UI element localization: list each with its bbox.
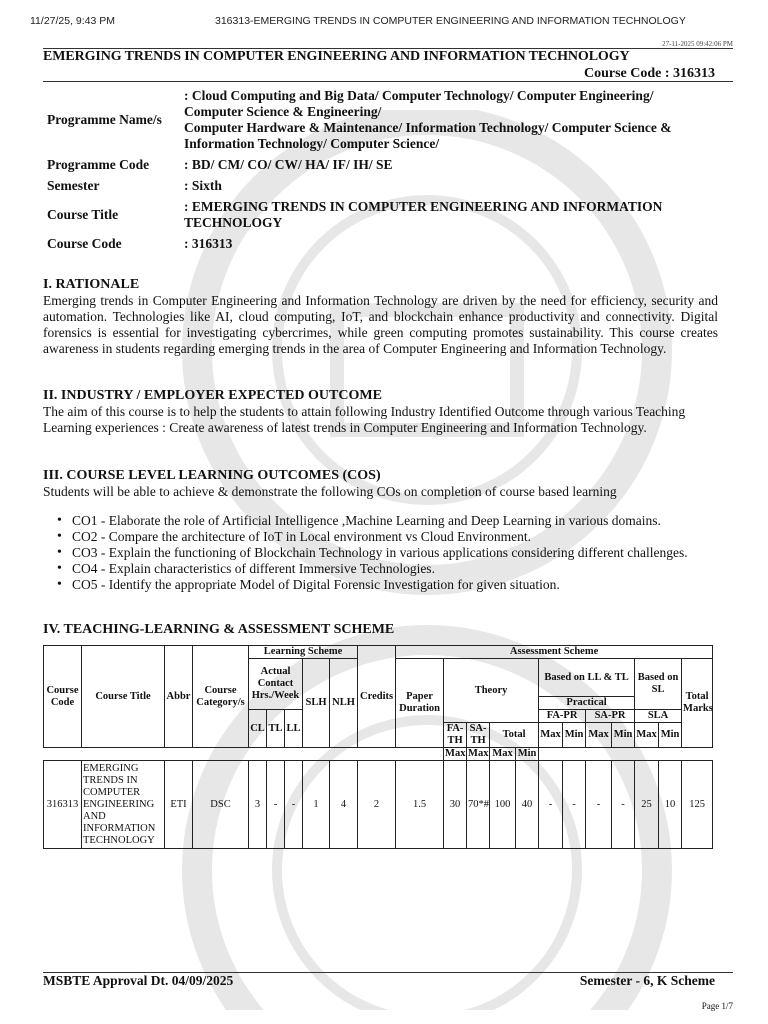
course-title-row xyxy=(43,197,733,234)
programme-code-value: : BD/ CM/ CO/ CW/ HA/ IF/ IH/ SE xyxy=(184,157,393,172)
cell-nlh: 4 xyxy=(330,761,358,849)
cell-paper-duration: 1.5 xyxy=(396,761,444,849)
programme-row xyxy=(43,86,733,155)
generated-timestamp: 27-11-2025 09:42:06 PM xyxy=(662,40,733,48)
th-based-sl: Based on SL xyxy=(635,659,682,710)
th-max: Max xyxy=(539,723,563,748)
course-info-table xyxy=(43,86,733,255)
th-max: Max xyxy=(468,748,489,759)
course-code-row xyxy=(43,234,733,255)
th-fa-pr: FA-PR xyxy=(539,710,586,723)
cell-course-title: EMERGING TRENDS IN COMPUTER ENGINEERING AND INFORMATION TECHNOLOGY xyxy=(82,761,165,849)
cell-sa-th-max: 70*# xyxy=(467,761,490,849)
th-sa-th: SA-TH xyxy=(467,723,490,748)
cell-total-marks: 125 xyxy=(682,761,713,849)
print-timestamp: 11/27/25, 9:43 PM xyxy=(30,15,116,27)
document-heading: EMERGING TRENDS IN COMPUTER ENGINEERING AND INFORMATION TECHNOLOGY xyxy=(43,49,630,64)
th-max: Max xyxy=(586,723,612,748)
programme-code-row xyxy=(43,155,733,176)
list-item: • CO2 - Compare the architecture of IoT in Local environment vs Cloud Environment. xyxy=(72,529,732,545)
th-spacer xyxy=(249,748,358,761)
th-based-ll-tl: Based on LL & TL xyxy=(539,659,635,697)
cell-fa-th-max: 30 xyxy=(444,761,467,849)
cell-sa-pr-min: - xyxy=(612,761,635,849)
th-total: Total xyxy=(490,723,539,748)
th-theory: Theory xyxy=(444,659,539,723)
th-ll: LL xyxy=(285,710,303,748)
programme-value-line: : Cloud Computing and Big Data/ Computer Technology/ Computer Engineering/ xyxy=(184,88,654,103)
th-slh: SLH xyxy=(303,659,330,748)
th-learning-scheme: Learning Scheme xyxy=(249,646,358,659)
th-spacer xyxy=(358,748,396,761)
th-category: Course Category/s xyxy=(193,646,249,748)
cell-fa-pr-max: - xyxy=(539,761,563,849)
document-page xyxy=(43,40,733,1024)
list-item: • CO4 - Explain characteristics of different Immersive Technologies. xyxy=(72,561,732,577)
course-title-label: Course Title xyxy=(47,207,119,222)
approval-date: MSBTE Approval Dt. 04/09/2025 xyxy=(43,973,234,988)
th-max: Max xyxy=(490,748,516,761)
cell-total-max: 100 xyxy=(490,761,516,849)
course-code-value: : 316313 xyxy=(184,236,233,251)
cell-sla-max: 25 xyxy=(635,761,659,849)
cell-tl: - xyxy=(267,761,285,849)
page-number: Page 1/7 xyxy=(701,1001,733,1011)
industry-heading: II. INDUSTRY / EMPLOYER EXPECTED OUTCOME xyxy=(43,388,382,403)
cell-cl: 3 xyxy=(249,761,267,849)
th-max: Max xyxy=(445,748,466,759)
th-spacer xyxy=(682,748,713,761)
th-cl: CL xyxy=(249,710,267,748)
programme-value-line: Information Technology/ Computer Science/ xyxy=(184,136,440,151)
print-doc-title: 316313-EMERGING TRENDS IN COMPUTER ENGINEERING AND INFORMATION TECHNOLOGY xyxy=(215,15,686,27)
rationale-text: Emerging trends in Computer Engineering and Information Technology are driven by the need for efficiency, security and automation. Technologies like AI, cloud computing, IoT, and blockchain enhance productivity and connectivity. Digital forensics is essential for investigating cybercrimes, while green computing promotes sustainability. This course creates awareness in students regarding emerging trends in the area of Computer Engineering and Information Technology. xyxy=(43,293,718,356)
semester-label: Semester xyxy=(47,178,100,193)
industry-text: The aim of this course is to help the students to attain following Industry Identified Outcome through various Teaching Learning experiences : Create awareness of latest trends in Computer Engineering and Information Technology. xyxy=(43,404,686,435)
cos-intro: Students will be able to achieve & demonstrate the following COs on completion of course based learning xyxy=(43,484,617,499)
th-spacer xyxy=(44,748,249,761)
programme-value-line: Computer Hardware & Maintenance/ Information Technology/ Computer Science & xyxy=(184,120,672,135)
th-assessment-scheme: Assessment Scheme xyxy=(396,646,713,659)
cell-sla-min: 10 xyxy=(659,761,682,849)
th-spacer xyxy=(713,748,718,761)
cell-sa-pr-max: - xyxy=(586,761,612,849)
th-course-title: Course Title xyxy=(82,646,165,748)
course-code-label: Course Code xyxy=(47,236,122,251)
th-tl: TL xyxy=(267,710,285,748)
th-fa-th: FA-TH xyxy=(444,723,467,748)
th-max: Max xyxy=(635,723,659,748)
th-min: Min xyxy=(612,723,635,748)
th-practical: Practical xyxy=(539,697,635,710)
th-course-code: Course Code xyxy=(44,646,82,748)
heading-rule xyxy=(43,81,733,82)
browser-print-header xyxy=(0,15,768,31)
th-sa-pr: SA-PR xyxy=(586,710,635,723)
cos-heading: III. COURSE LEVEL LEARNING OUTCOMES (COS) xyxy=(43,468,381,483)
th-nlh: NLH xyxy=(330,659,358,748)
programme-value xyxy=(184,86,733,155)
rationale-heading: I. RATIONALE xyxy=(43,277,140,292)
cell-ll: - xyxy=(285,761,303,849)
programme-value-line: Computer Science & Engineering/ xyxy=(184,104,382,119)
cell-abbr: ETI xyxy=(165,761,193,849)
th-min: Min xyxy=(659,723,682,748)
th-total-marks: Total Marks xyxy=(682,659,713,748)
programme-label: Programme Name/s xyxy=(47,112,162,127)
cell-slh: 1 xyxy=(303,761,330,849)
table-row xyxy=(44,761,718,849)
cell-total-min: 40 xyxy=(516,761,539,849)
programme-code-label: Programme Code xyxy=(47,157,150,172)
list-item: • CO3 - Explain the functioning of Blockchain Technology in various applications considering different challenges. xyxy=(72,545,692,561)
scheme-table xyxy=(43,645,718,849)
cell-credits: 2 xyxy=(358,761,396,849)
cell-fa-pr-min: - xyxy=(563,761,586,849)
th-credits: Credits xyxy=(358,646,396,748)
course-title-value: : EMERGING TRENDS IN COMPUTER ENGINEERING AND INFORMATION TECHNOLOGY xyxy=(184,199,663,230)
th-min: Min xyxy=(516,748,539,761)
semester-scheme: Semester - 6, K Scheme xyxy=(579,973,715,988)
th-spacer xyxy=(539,748,682,761)
cell-category: DSC xyxy=(193,761,249,849)
th-sla: SLA xyxy=(635,710,682,723)
th-spacer xyxy=(396,748,444,761)
cell-course-code: 316313 xyxy=(44,761,82,849)
th-paper-duration: Paper Duration xyxy=(396,659,444,748)
th-abbr: Abbr xyxy=(165,646,193,748)
semester-value: : Sixth xyxy=(184,178,222,193)
semester-row xyxy=(43,176,733,197)
th-min: Min xyxy=(563,723,586,748)
list-item: • CO1 - Elaborate the role of Artificial Intelligence ,Machine Learning and Deep Learning in various domains. xyxy=(72,513,732,529)
scheme-heading: IV. TEACHING-LEARNING & ASSESSMENT SCHEME xyxy=(43,622,395,637)
th-actual-contact: Actual Contact Hrs./Week xyxy=(249,659,303,710)
course-code-heading: Course Code : 316313 xyxy=(583,66,715,81)
list-item: • CO5 - Identify the appropriate Model of Digital Forensic Investigation for given situation. xyxy=(72,577,732,593)
co-list xyxy=(72,513,732,593)
